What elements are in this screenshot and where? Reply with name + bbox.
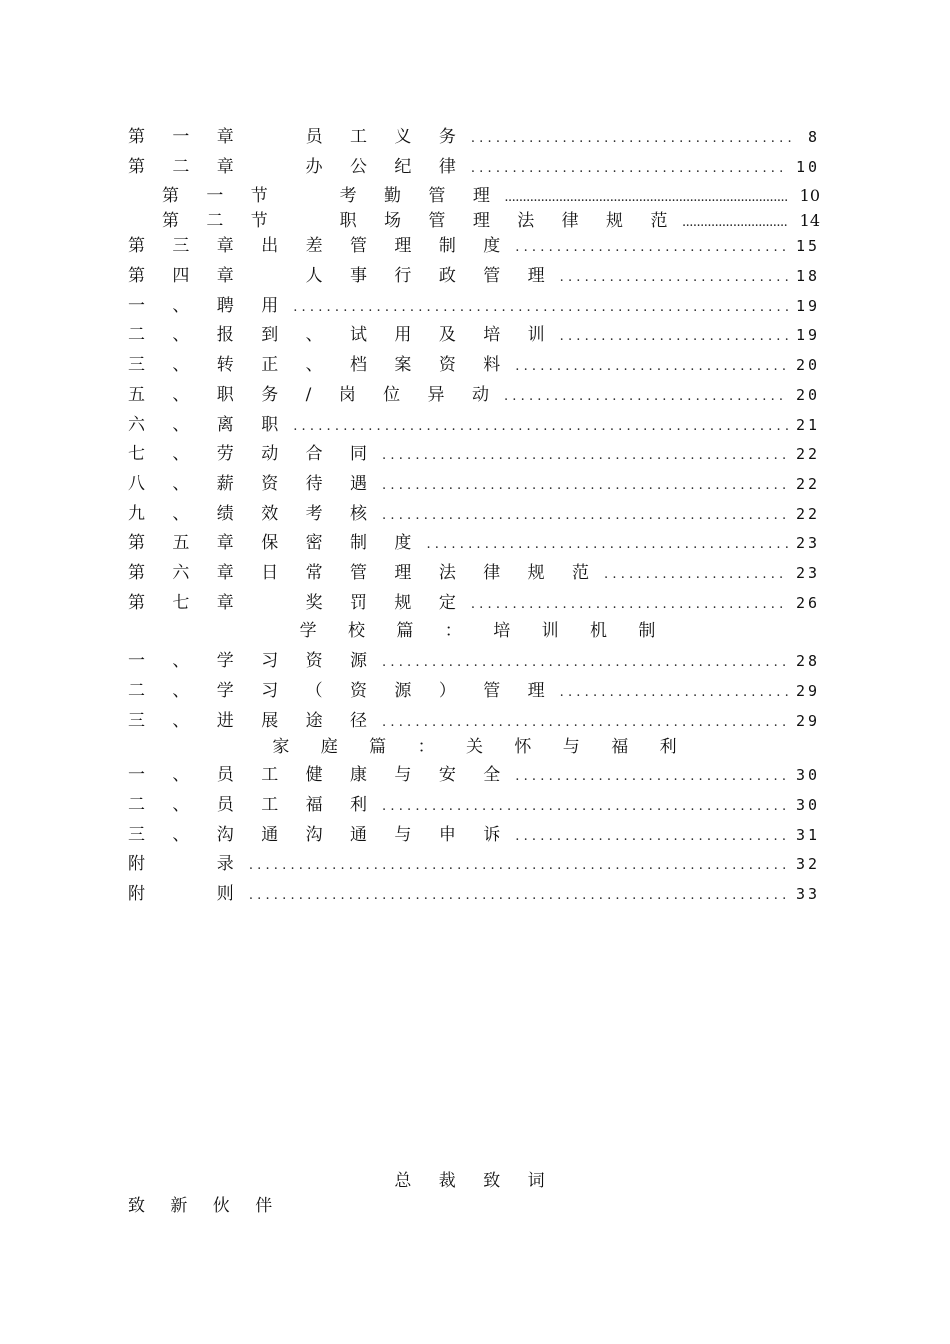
toc-entry[interactable]	[128, 760, 820, 790]
toc-page-number: 29	[795, 682, 820, 700]
toc-page-number: 23	[795, 534, 820, 553]
toc-entry-label: 第 七 章 奖 罚 规 定	[128, 592, 467, 613]
toc-entry[interactable]	[128, 380, 820, 410]
toc-dot-leader	[382, 715, 788, 730]
toc-entry-label: 第 三 章 出 差 管 理 制 度	[128, 236, 512, 257]
toc-entry-label: 第 四 章 人 事 行 政 管 理	[128, 266, 556, 287]
section-heading-family: 家 庭 篇 ： 关 怀 与 福 利	[272, 737, 690, 758]
toc-entry[interactable]	[128, 261, 820, 291]
toc-dot-leader	[293, 300, 788, 315]
toc-dot-leader	[515, 769, 788, 784]
toc-entry-label: 二 、 员 工 福 利	[128, 795, 379, 816]
toc-entry-label: 第 一 节 考 勤 管 理	[162, 186, 501, 207]
toc-dot-leader	[504, 389, 788, 404]
toc-entry[interactable]	[128, 231, 820, 261]
toc-entry-label: 三 、 进 展 途 径	[128, 710, 379, 731]
toc-page-number: 10	[795, 157, 820, 176]
toc-dot-leader	[426, 537, 788, 552]
toc-page-number: 21	[795, 415, 820, 434]
table-of-contents	[128, 122, 820, 909]
toc-dot-leader	[515, 829, 788, 844]
toc-page-number: 15	[795, 237, 820, 256]
toc-part-three	[128, 760, 820, 908]
toc-part-two	[128, 646, 820, 735]
toc-entry-label: 二 、 学 习 （ 资 源 ） 管 理	[128, 681, 556, 701]
toc-entry[interactable]	[128, 676, 820, 706]
toc-entry-label: 一 、 学 习 资 源	[128, 651, 379, 672]
toc-entry-label: 一 、 员 工 健 康 与 安 全	[128, 765, 512, 786]
toc-page-number: 30	[795, 796, 820, 815]
toc-page-number: 22	[795, 445, 820, 464]
toc-subentry[interactable]	[128, 181, 820, 206]
toc-dot-leader	[293, 419, 788, 434]
toc-entry[interactable]	[128, 790, 820, 820]
toc-entry-label: 九 、 绩 效 考 核	[128, 503, 379, 524]
toc-page-number: 14	[799, 211, 820, 231]
toc-page-number: 30	[795, 766, 820, 785]
toc-entry-label: 七 、 劳 动 合 同	[128, 444, 379, 465]
toc-dot-leader	[505, 194, 788, 204]
toc-page-number: 26	[795, 593, 820, 612]
toc-entry[interactable]	[128, 320, 820, 350]
toc-page-number: 28	[795, 652, 820, 671]
greeting-line: 致 新 伙 伴	[128, 1196, 283, 1216]
toc-page-number: 20	[795, 356, 820, 375]
section-heading-school: 学 校 篇 ： 培 训 机 制	[299, 621, 669, 642]
toc-entry[interactable]	[128, 291, 820, 321]
toc-entry-label: 附 录	[128, 854, 245, 875]
toc-page-number: 19	[795, 296, 820, 315]
toc-dot-leader	[249, 888, 788, 903]
toc-entry-label: 第 六 章 日 常 管 理 法 律 规 范	[128, 562, 601, 583]
toc-page-number: 8	[807, 128, 820, 146]
toc-entry-label: 一 、 聘 用	[128, 295, 290, 316]
toc-entry[interactable]	[128, 122, 820, 152]
toc-part-one	[128, 122, 820, 617]
toc-dot-leader	[382, 655, 788, 670]
toc-dot-leader	[382, 799, 788, 814]
toc-entry[interactable]	[128, 528, 820, 558]
toc-page-number: 33	[795, 885, 820, 904]
toc-entry[interactable]	[128, 350, 820, 380]
toc-dot-leader	[560, 270, 788, 285]
toc-page-number: 19	[795, 326, 820, 345]
toc-entry[interactable]	[128, 410, 820, 440]
toc-dot-leader	[560, 329, 788, 344]
toc-dot-leader	[471, 597, 788, 612]
toc-entry[interactable]	[128, 706, 820, 736]
toc-entry[interactable]	[128, 439, 820, 469]
toc-dot-leader	[560, 685, 788, 700]
toc-entry-label: 三 、 转 正 、 档 案 资 料	[128, 355, 512, 376]
toc-page-number: 31	[795, 825, 820, 844]
toc-subentry[interactable]	[128, 206, 820, 231]
toc-entry-label: 五 、 职 务 / 岗 位 异 动	[128, 384, 500, 405]
toc-dot-leader	[471, 131, 794, 146]
toc-dot-leader	[515, 240, 788, 255]
toc-entry[interactable]	[128, 469, 820, 499]
toc-page-number: 10	[799, 186, 820, 206]
toc-page-number: 22	[795, 474, 820, 493]
toc-dot-leader	[382, 508, 788, 523]
toc-entry-label: 第 二 章 办 公 纪 律	[128, 156, 467, 177]
toc-page-number: 22	[795, 504, 820, 523]
toc-page-number: 18	[795, 267, 820, 286]
toc-entry[interactable]	[128, 820, 820, 850]
toc-entry[interactable]	[128, 152, 820, 182]
ceo-address-title: 总 裁 致 词	[394, 1171, 556, 1191]
toc-dot-leader	[249, 858, 788, 873]
toc-entry[interactable]	[128, 499, 820, 529]
toc-entry[interactable]	[128, 588, 820, 618]
toc-entry-label: 附 则	[128, 884, 245, 905]
toc-dot-leader	[382, 478, 788, 493]
toc-entry-label: 六 、 离 职	[128, 414, 290, 435]
toc-entry-label: 二 、 报 到 、 试 用 及 培 训	[128, 325, 556, 346]
toc-entry-label: 第 五 章 保 密 制 度	[128, 533, 423, 554]
toc-dot-leader	[515, 359, 788, 374]
toc-dot-leader	[471, 161, 788, 176]
toc-entry[interactable]	[128, 849, 820, 879]
toc-page-number: 20	[795, 385, 820, 404]
toc-entry[interactable]	[128, 558, 820, 588]
toc-dot-leader	[382, 448, 788, 463]
toc-entry-label: 第 一 章 员 工 义 务	[128, 127, 467, 147]
toc-dot-leader	[604, 567, 788, 582]
toc-page-number: 23	[795, 563, 820, 582]
toc-dot-leader	[682, 219, 787, 229]
toc-entry[interactable]	[128, 646, 820, 676]
toc-page-number: 29	[795, 711, 820, 730]
toc-page-number: 32	[795, 855, 820, 874]
toc-entry-label: 三 、 沟 通 沟 通 与 申 诉	[128, 824, 512, 845]
toc-entry-label: 八 、 薪 资 待 遇	[128, 473, 379, 494]
toc-entry[interactable]	[128, 879, 820, 909]
toc-entry-label: 第 二 节 职 场 管 理 法 律 规 范	[162, 211, 679, 232]
